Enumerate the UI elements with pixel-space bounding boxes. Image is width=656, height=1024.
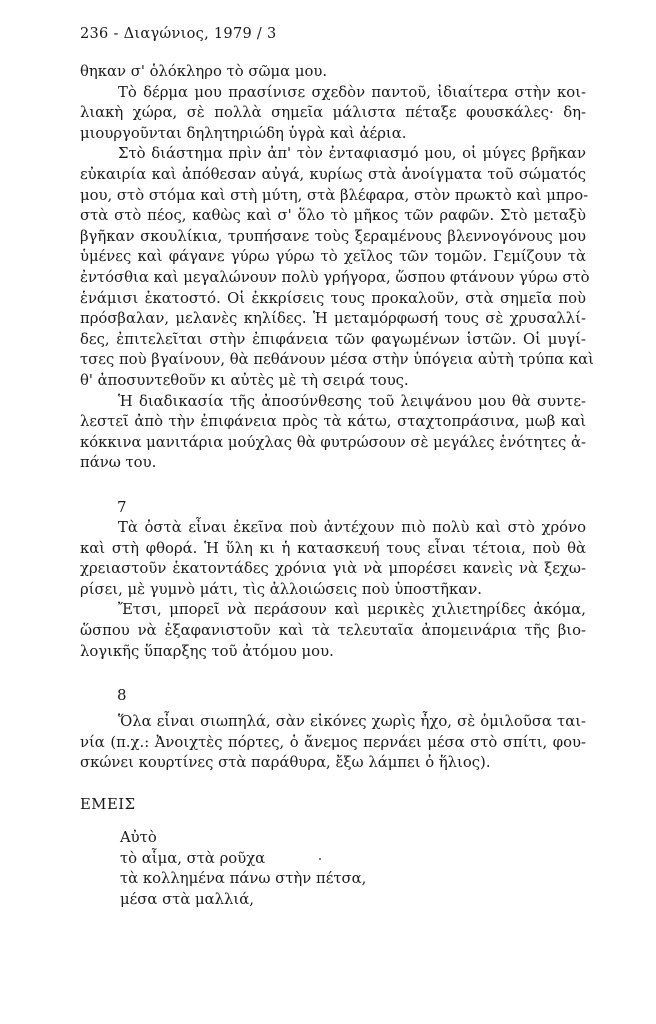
text-line: στὰ στὸ πέος, καθὼς καὶ σ' ὅλο τὸ μῆκος τῶν ραφῶν. Στὸ μεταξὺ [80, 207, 586, 225]
text-line: λεστεῖ ἀπὸ τὴν ἐπιφάνεια πρὸς τὰ κάτω, σταχτοπράσινα, μωβ καὶ [80, 413, 586, 431]
text-line: βγῆκαν σκουλίκια, τρυπήσανε τοὺς ξεραμένους βλεννογόνους μου [80, 227, 586, 245]
text-line: Τὸ δέρμα μου πρασίνισε σχεδὸν παντοῦ, ἰδιαίτερα στὴν κοι- [118, 83, 586, 101]
text-line: Ἔτσι, μπορεῖ νὰ περάσουν καὶ μερικὲς χιλιετηρίδες ἀκόμα, [118, 601, 586, 619]
text-line: πάνω του. [80, 454, 157, 472]
text-line: Στὸ διάστημα πρὶν ἀπ' τὸν ἐνταφιασμό μου, οἱ μύγες βρῆκαν [118, 145, 586, 163]
text-line: εὐκαιρία καὶ ἀπόθεσαν αὐγά, κυρίως στὰ ἀνοίγματα τοῦ σώματός [80, 165, 586, 183]
text-line: κόκκινα μανιτάρια μούχλας θὰ φυτρώσουν σὲ μεγάλες ἑνότητες ἀ- [80, 433, 587, 451]
text-line: ρίσει, μὲ γυμνὸ μάτι, τὶς ἀλλοιώσεις ποὺ ὑποστῆκαν. [80, 580, 482, 598]
poem-title: ΕΜΕΙΣ [80, 796, 136, 813]
section-number-7: 7 [117, 498, 127, 516]
print-speck [319, 858, 321, 860]
section-6-text [80, 62, 594, 474]
text-line: τσες ποὺ βγαίνουν, θὰ πεθάνουν μέσα στὴν ὑπόγεια αὐτὴ τρύπα καὶ [80, 351, 594, 369]
section-7-text [80, 518, 586, 662]
text-line: ἑνάμισι ἑκατοστό. Οἱ ἐκκρίσεις τους προκαλοῦν, στὰ σημεῖα ποὺ [80, 289, 586, 307]
text-line: θ' ἀποσυντεθοῦν κι αὐτὲς μὲ τὴ σειρά τους. [80, 371, 409, 389]
section-number-8: 8 [117, 686, 127, 704]
text-line: Ἡ διαδικασία τῆς ἀποσύνθεσης τοῦ λειψάνου μου θὰ συντε- [118, 392, 586, 410]
text-line: χρειαστοῦν ἑκατοντάδες χρόνια γιὰ νὰ μπορέσει κανεὶς νὰ ξεχω- [80, 560, 586, 578]
poem-line: τὰ κολλημένα πάνω στὴν πέτσα, [120, 870, 367, 888]
text-line: λιακὴ χώρα, σὲ πολλὰ σημεῖα μάλιστα πέταξε φουσκάλες· δη- [80, 104, 586, 122]
text-line: Ὅλα εἶναι σιωπηλά, σὰν εἰκόνες χωρὶς ἦχο, σὲ ὁμιλοῦσα ται- [118, 713, 586, 730]
text-line: μου, στὸ στόμα καὶ στὴ μύτη, στὰ βλέφαρα, στὸν πρωκτὸ καὶ μπρο- [80, 186, 589, 204]
text-line: λογικῆς ὕπαρξης τοῦ ἀτόμου μου. [80, 642, 334, 660]
text-line: ὥσπου νὰ ἐξαφανιστοῦν καὶ τὰ τελευταῖα ἀπομεινάρια τῆς βιο- [80, 621, 586, 639]
poem-line: μέσα στὰ μαλλιά, [120, 890, 254, 908]
poem-lines [120, 828, 366, 910]
text-line: νία (π.χ.: Ἀνοιχτὲς πόρτες, ὁ ἄνεμος περνάει μέσα στὸ σπίτι, φου- [80, 733, 586, 751]
text-line: πρόσβαλαν, μελανὲς κηλίδες. Ἡ μεταμόρφωσή τους σὲ χρυσαλλί- [80, 310, 586, 328]
text-line: σκώνει κουρτίνες στὰ παράθυρα, ἔξω λάμπει ὁ ἥλιος). [80, 754, 491, 772]
section-8-text [80, 712, 586, 774]
text-line: ἐντόσθια καὶ μεγαλώνουν πολὺ γρήγορα, ὥσπου φτάνουν γύρω στὸ [80, 268, 590, 286]
poem-line: τὸ αἷμα, στὰ ροῦχα [120, 849, 266, 867]
text-line: ὑμένες καὶ φάγανε γύρω γύρω τὸ χεῖλος τῶν τομῶν. Γεμίζουν τὰ [80, 248, 586, 266]
poem-line: Αὐτὸ [120, 829, 157, 846]
running-header: 236 - Διαγώνιος, 1979 / 3 [80, 26, 277, 42]
text-line: δες, ἐπιτελεῖται στὴν ἐπιφάνεια τῶν φαγωμένων ἱστῶν. Οἱ μυγί- [80, 330, 586, 348]
text-line: μιουργοῦνται δηλητηριώδη ὑγρὰ καὶ ἀέρια. [80, 124, 407, 142]
text-line: Τὰ ὀστὰ εἶναι ἐκεῖνα ποὺ ἀντέχουν πιὸ πολὺ καὶ στὸ χρόνο [118, 519, 586, 536]
text-line: θηκαν σ' ὁλόκληρο τὸ σῶμα μου. [80, 63, 328, 80]
text-line: καὶ στὴ φθορά. Ἡ ὕλη κι ἡ κατασκευή τους εἶναι τέτοια, ποὺ θὰ [80, 539, 586, 557]
